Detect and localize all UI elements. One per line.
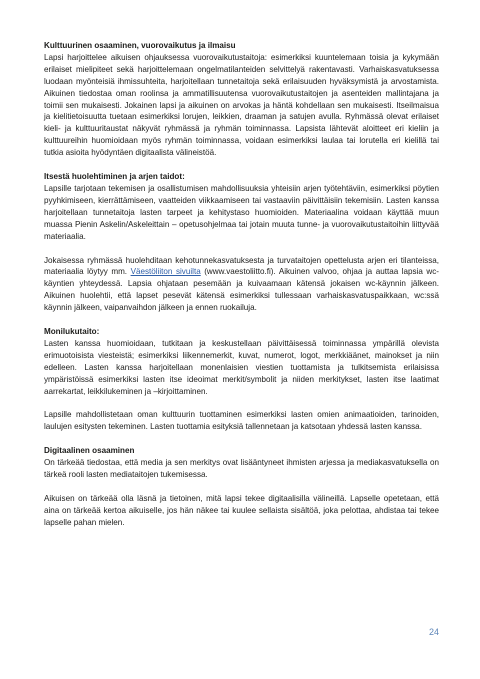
paragraph-text: Jokaisessa ryhmässä huolehditaan kehotunnekasvatuksesta ja turvataitojen opettelusta arjen eri tilanteissa, materiaalia löytyy mm. (44, 255, 439, 277)
section-heading-digital: Digitaalinen osaaminen (44, 446, 135, 456)
paragraph-self-care-2 (44, 255, 439, 315)
section-heading-multiliteracy: Monilukutaito: (44, 327, 100, 337)
paragraph-digital-2: Aikuisen on tärkeää olla läsnä ja tietoinen, mitä lapsi tekee digitaalisilla välineillä. Lapselle opetetaan, että aina on tärkeää kertoa aikuiselle, jos hän näkee tai kuulee sellaista sisältöä, joka pelottaa, ahdistaa tai tekee lapselle pahan mielen. (44, 494, 439, 527)
spacer (44, 433, 439, 445)
paragraph-multiliteracy-1: Lasten kanssa huomioidaan, tutkitaan ja keskustellaan päivittäisessä toiminnassa ympärillä olevista erimuotoisista viesteistä; esimerkiksi liikennemerkit, kuvat, numerot, logot, merkkiäänet, mainokset ja niin edelleen. Lasten kanssa harjoitellaan monenlaisien viestien tuottamista ja tulkitsemista erilaisissa ympäristöissä esimerkiksi lasten itse ideoimat merkit/symbolit ja niiden merkitykset, lasten itse laatimat aarrekartat, leikkilukeminen ja –kirjoittaminen. (44, 338, 439, 396)
page-content (44, 40, 439, 529)
spacer (44, 159, 439, 171)
paragraph-self-care-1: Lapsille tarjotaan tekemisen ja osallistumisen mahdollisuuksia yhteisiin arjen työtehtäviin, esimerkiksi pöytien pyyhkimiseen, kierrättämiseen, vaatteiden viikkaamiseen tai vastaaviin päivittäisiin tekemisiin. Lasten kanssa harjoitellaan tunnetaitoja lasten tarpeet ja kehitystaso huomioiden. Materiaalina voidaan käyttää muun muassa Pienin Askelin/Askeleittain – opetusohjelmaa tai jotain muuta tunne- ja vuorovaikutustaitoihin liittyvää materiaalia. (44, 183, 439, 241)
spacer (44, 243, 439, 255)
section-heading-self-care: Itsestä huolehtiminen ja arjen taidot: (44, 172, 185, 182)
vaestoliitto-link[interactable]: Väestöliiton sivuilta (130, 267, 201, 277)
spacer (44, 397, 439, 409)
paragraph-cultural: Lapsi harjoittelee aikuisen ohjauksessa vuorovaikutustaitoja: esimerkiksi kuuntelemaan toisia ja kykymään erilaiset mielipiteet sekä harjoittelemaan ongelmatilanteiden selvittelyä rakentavasti. Varhaiskasvatuksessa luodaan myönteisiä ihmissuhteita, harjoitellaan tunnetaitoja sekä erilaisuuden hyväksymistä ja arvostamista. Aikuinen tiedostaa oman roolinsa ja ammatillisuutensa vuorovaikutustaitojen ja asenteiden mallintajana ja toimii sen mukaisesti. Jokainen lapsi ja aikuinen on arvokas ja häntä kohdellaan sen mukaisesti. Itseilmaisua ja kielitietoisuutta tuetaan esimerkiksi lorujen, leikkien, draaman ja satujen avulla. Ryhmässä olevat erilaiset kieli- ja kulttuuritaustat näkyvät ryhmässä ja ryhmän toiminnassa. Lapsista lähtevät aloitteet eri kieliin ja kulttuureihin huomioidaan myös ryhmän toiminnassa, voidaan esimerkiksi laulaa tai lorutella eri kielillä tai tutkia asioita hyödyntäen digitaalista välineistöä. (44, 52, 439, 158)
paragraph-text: (www.vaestoliitto.fi). Aikuinen valvoo, ohjaa ja auttaa lapsia wc-käyntien yhteydessä. Lapsia ohjataan pesemään ja kuivaamaan kätensä jokaisen wc-käynnin jälkeen. Aikuinen huolehtii, että lapset pesevät kätensä esimerkiksi tullessaan varhaiskasvatuspaikkaan, wc:ssä käynnin jälkeen, vaipanvaihdon jälkeen ja ennen ruokailuja. (44, 267, 439, 313)
page-number: 24 (429, 627, 440, 637)
spacer (44, 314, 439, 326)
section-heading-cultural: Kulttuurinen osaaminen, vuorovaikutus ja ilmaisu (44, 41, 236, 50)
spacer (44, 481, 439, 493)
paragraph-digital-1: On tärkeää tiedostaa, että media ja sen merkitys ovat lisääntyneet ihmisten arjessa ja mediakasvatuksella on tärkeä rooli lasten mediataitojen tukemisessa. (44, 458, 439, 480)
paragraph-multiliteracy-2: Lapsille mahdollistetaan oman kulttuurin tuottaminen esimerkiksi lasten omien animaatioiden, tarinoiden, laulujen esitysten tekeminen. Lasten tuottamia esityksiä tallennetaan ja katsotaan yhdessä lasten kanssa. (44, 410, 439, 432)
